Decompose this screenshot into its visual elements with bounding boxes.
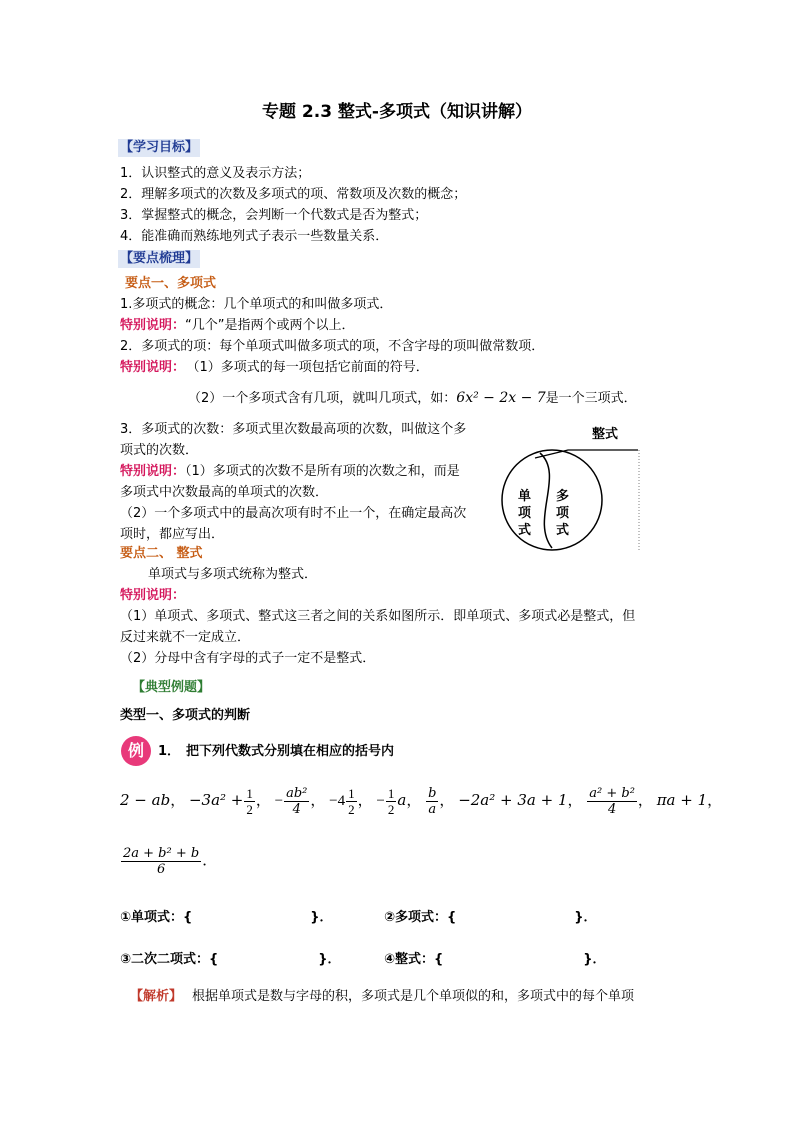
answer-close: }． <box>574 910 597 925</box>
note-label: 特别说明： <box>120 318 186 333</box>
expr-6-fraction <box>426 786 438 817</box>
examples-section-label <box>130 676 212 697</box>
expr-5-var: a <box>397 790 407 809</box>
note-text: （1）多项式的每一项包括它前面的符号． <box>193 360 429 375</box>
diagram-outer-circle <box>502 450 602 550</box>
points-section-label <box>118 247 200 268</box>
point-1-note-3d: 项时，都应写出． <box>120 527 225 542</box>
numerator: a² + b² <box>589 786 635 801</box>
numerator: 1 <box>348 786 355 801</box>
goals-section-label <box>118 136 200 157</box>
point-1-line-3a: 3．多项式的次数：多项式里次数最高项的次数，叫做这个多 <box>120 422 467 437</box>
expr-9: πa + 1 <box>656 790 708 809</box>
separator: ， <box>310 792 326 809</box>
point-1-line-2: 2．多项式的项：每个单项式叫做多项式的项，不含字母的项叫做常数项． <box>120 339 545 354</box>
answer-integral-expressions <box>384 950 606 970</box>
point-2-note-1b: 反过来就不一定成立． <box>120 630 251 645</box>
diagram-divider <box>540 453 552 548</box>
numerator: 1 <box>387 786 395 801</box>
expr-2-fraction <box>244 786 255 817</box>
separator: ， <box>707 792 723 809</box>
denominator: 2 <box>387 802 395 817</box>
answer-label: ③二次二项式：{ <box>120 952 219 967</box>
expr-4-whole: −4 <box>329 792 346 809</box>
example-badge: 例 <box>121 736 151 766</box>
analysis-text: 根据单项式是数与字母的积，多项式是几个单项似的和，多项式中的每个单项 <box>192 989 635 1004</box>
note-label: 特别说明： <box>120 588 186 603</box>
diagram-left-char-3: 式 <box>518 523 532 538</box>
point-1-note-3c: （2）一个多项式中的最高次项有时不止一个，在确定最高次 <box>120 506 467 521</box>
page-title: 专题 2.3 整式-多项式（知识讲解） <box>261 102 532 122</box>
note-text: （2）一个多项式含有几项，就叫几项式，如： <box>188 391 457 406</box>
polynomial-formula: 6x² − 2x − 7 <box>456 390 546 406</box>
goal-item-3: 3．掌握整式的概念，会判断一个代数式是否为整式； <box>120 208 428 223</box>
point-1-note-3b: 多项式中次数最高的单项式的次数． <box>120 485 329 500</box>
note-text: （1）多项式的次数不是所有项的次数之和，而是 <box>185 464 460 479</box>
diagram-pointer-line <box>535 450 638 458</box>
point-1-note-1 <box>120 317 355 335</box>
question-number: 1． <box>158 744 181 759</box>
goal-item-4: 4．能准确而熟练地列式子表示一些数量关系． <box>120 229 389 244</box>
expr-10-fraction <box>121 846 201 877</box>
separator: ， <box>439 792 455 809</box>
diagram-right-char-2: 项 <box>556 506 570 521</box>
point-2-heading: 要点二、 整式 <box>120 546 203 561</box>
goal-item-2: 2．理解多项式的次数及多项式的项、常数项及次数的概念； <box>120 187 467 202</box>
separator: ， <box>567 792 583 809</box>
diagram-left-char-2: 项 <box>518 506 532 521</box>
goals-label: 【学习目标】 <box>120 140 199 155</box>
answer-polynomials <box>384 908 597 928</box>
separator: ， <box>357 792 373 809</box>
denominator: 4 <box>587 801 637 817</box>
separator: ， <box>170 792 186 809</box>
answer-monomials <box>120 908 333 928</box>
denominator: 6 <box>121 861 201 877</box>
answer-close: }． <box>318 952 341 967</box>
expr-8-fraction <box>587 786 637 817</box>
point-2-line-1: 单项式与多项式统称为整式． <box>148 567 318 582</box>
denominator: 4 <box>284 801 309 817</box>
separator: ， <box>637 792 653 809</box>
expression-list-line-2 <box>120 846 217 877</box>
answer-close: }． <box>583 952 606 967</box>
point-2-note-2: （2）分母中含有字母的式子一定不是整式． <box>120 651 376 666</box>
note-text: “几个”是指两个或两个以上． <box>185 318 355 333</box>
note-label: 特别说明： <box>120 360 186 375</box>
integral-expression-diagram <box>500 420 650 560</box>
point-1-line-1: 1.多项式的概念：几个单项式的和叫做多项式． <box>120 297 393 312</box>
point-2-note-label <box>120 587 185 605</box>
expr-5-fraction <box>386 786 397 817</box>
type-1-heading: 类型一、多项式的判断 <box>120 708 251 723</box>
denominator: a <box>426 801 438 817</box>
point-1-note-2b <box>188 389 637 408</box>
expression-list <box>120 786 722 817</box>
expr-2: −3a² + <box>188 790 244 809</box>
example-question <box>158 743 394 761</box>
terminator: ． <box>202 852 218 869</box>
point-1-heading: 要点一、多项式 <box>125 276 217 291</box>
note-label: 特别说明： <box>120 464 186 479</box>
diagram-left-char-1: 单 <box>518 489 532 504</box>
point-1-note-3a <box>120 463 460 481</box>
denominator: 2 <box>348 802 355 817</box>
expr-4-fraction <box>346 786 357 817</box>
expr-3-fraction <box>284 786 309 817</box>
question-text: 把下列代数式分别填在相应的括号内 <box>186 744 395 759</box>
answer-label: ④整式：{ <box>384 952 444 967</box>
separator: ， <box>255 792 271 809</box>
point-1-note-2 <box>120 359 429 377</box>
denominator: 2 <box>246 802 253 817</box>
numerator: 2a + b² + b <box>123 846 200 861</box>
diagram-right-char-3: 式 <box>556 523 570 538</box>
points-label: 【要点梳理】 <box>120 251 199 266</box>
point-2-note-1a: （1）单项式、多项式、整式这三者之间的关系如图所示．即单项式、多项式必是整式，但 <box>120 609 636 624</box>
diagram-outer-label: 整式 <box>592 427 619 442</box>
expr-3-sign: − <box>274 792 284 809</box>
numerator: b <box>428 786 437 801</box>
answer-close: }． <box>310 910 333 925</box>
answer-label: ①单项式：{ <box>120 910 193 925</box>
expr-1: 2 − ab <box>120 790 171 809</box>
point-1-line-3b: 项式的次数． <box>120 443 199 458</box>
answer-quadratic-binomials <box>120 950 341 970</box>
note-text: 是一个三项式． <box>545 391 637 406</box>
goal-item-1: 1．认识整式的意义及表示方法； <box>120 166 311 181</box>
answer-label: ②多项式：{ <box>384 910 457 925</box>
diagram-right-char-1: 多 <box>556 489 570 504</box>
numerator: ab² <box>286 786 308 801</box>
examples-label: 【典型例题】 <box>132 680 211 695</box>
analysis <box>130 988 634 1006</box>
separator: ， <box>406 792 422 809</box>
expr-5-sign: − <box>376 792 385 809</box>
expr-7: −2a² + 3a + 1 <box>458 790 568 809</box>
analysis-label: 【解析】 <box>130 989 183 1004</box>
numerator: 1 <box>246 786 253 801</box>
